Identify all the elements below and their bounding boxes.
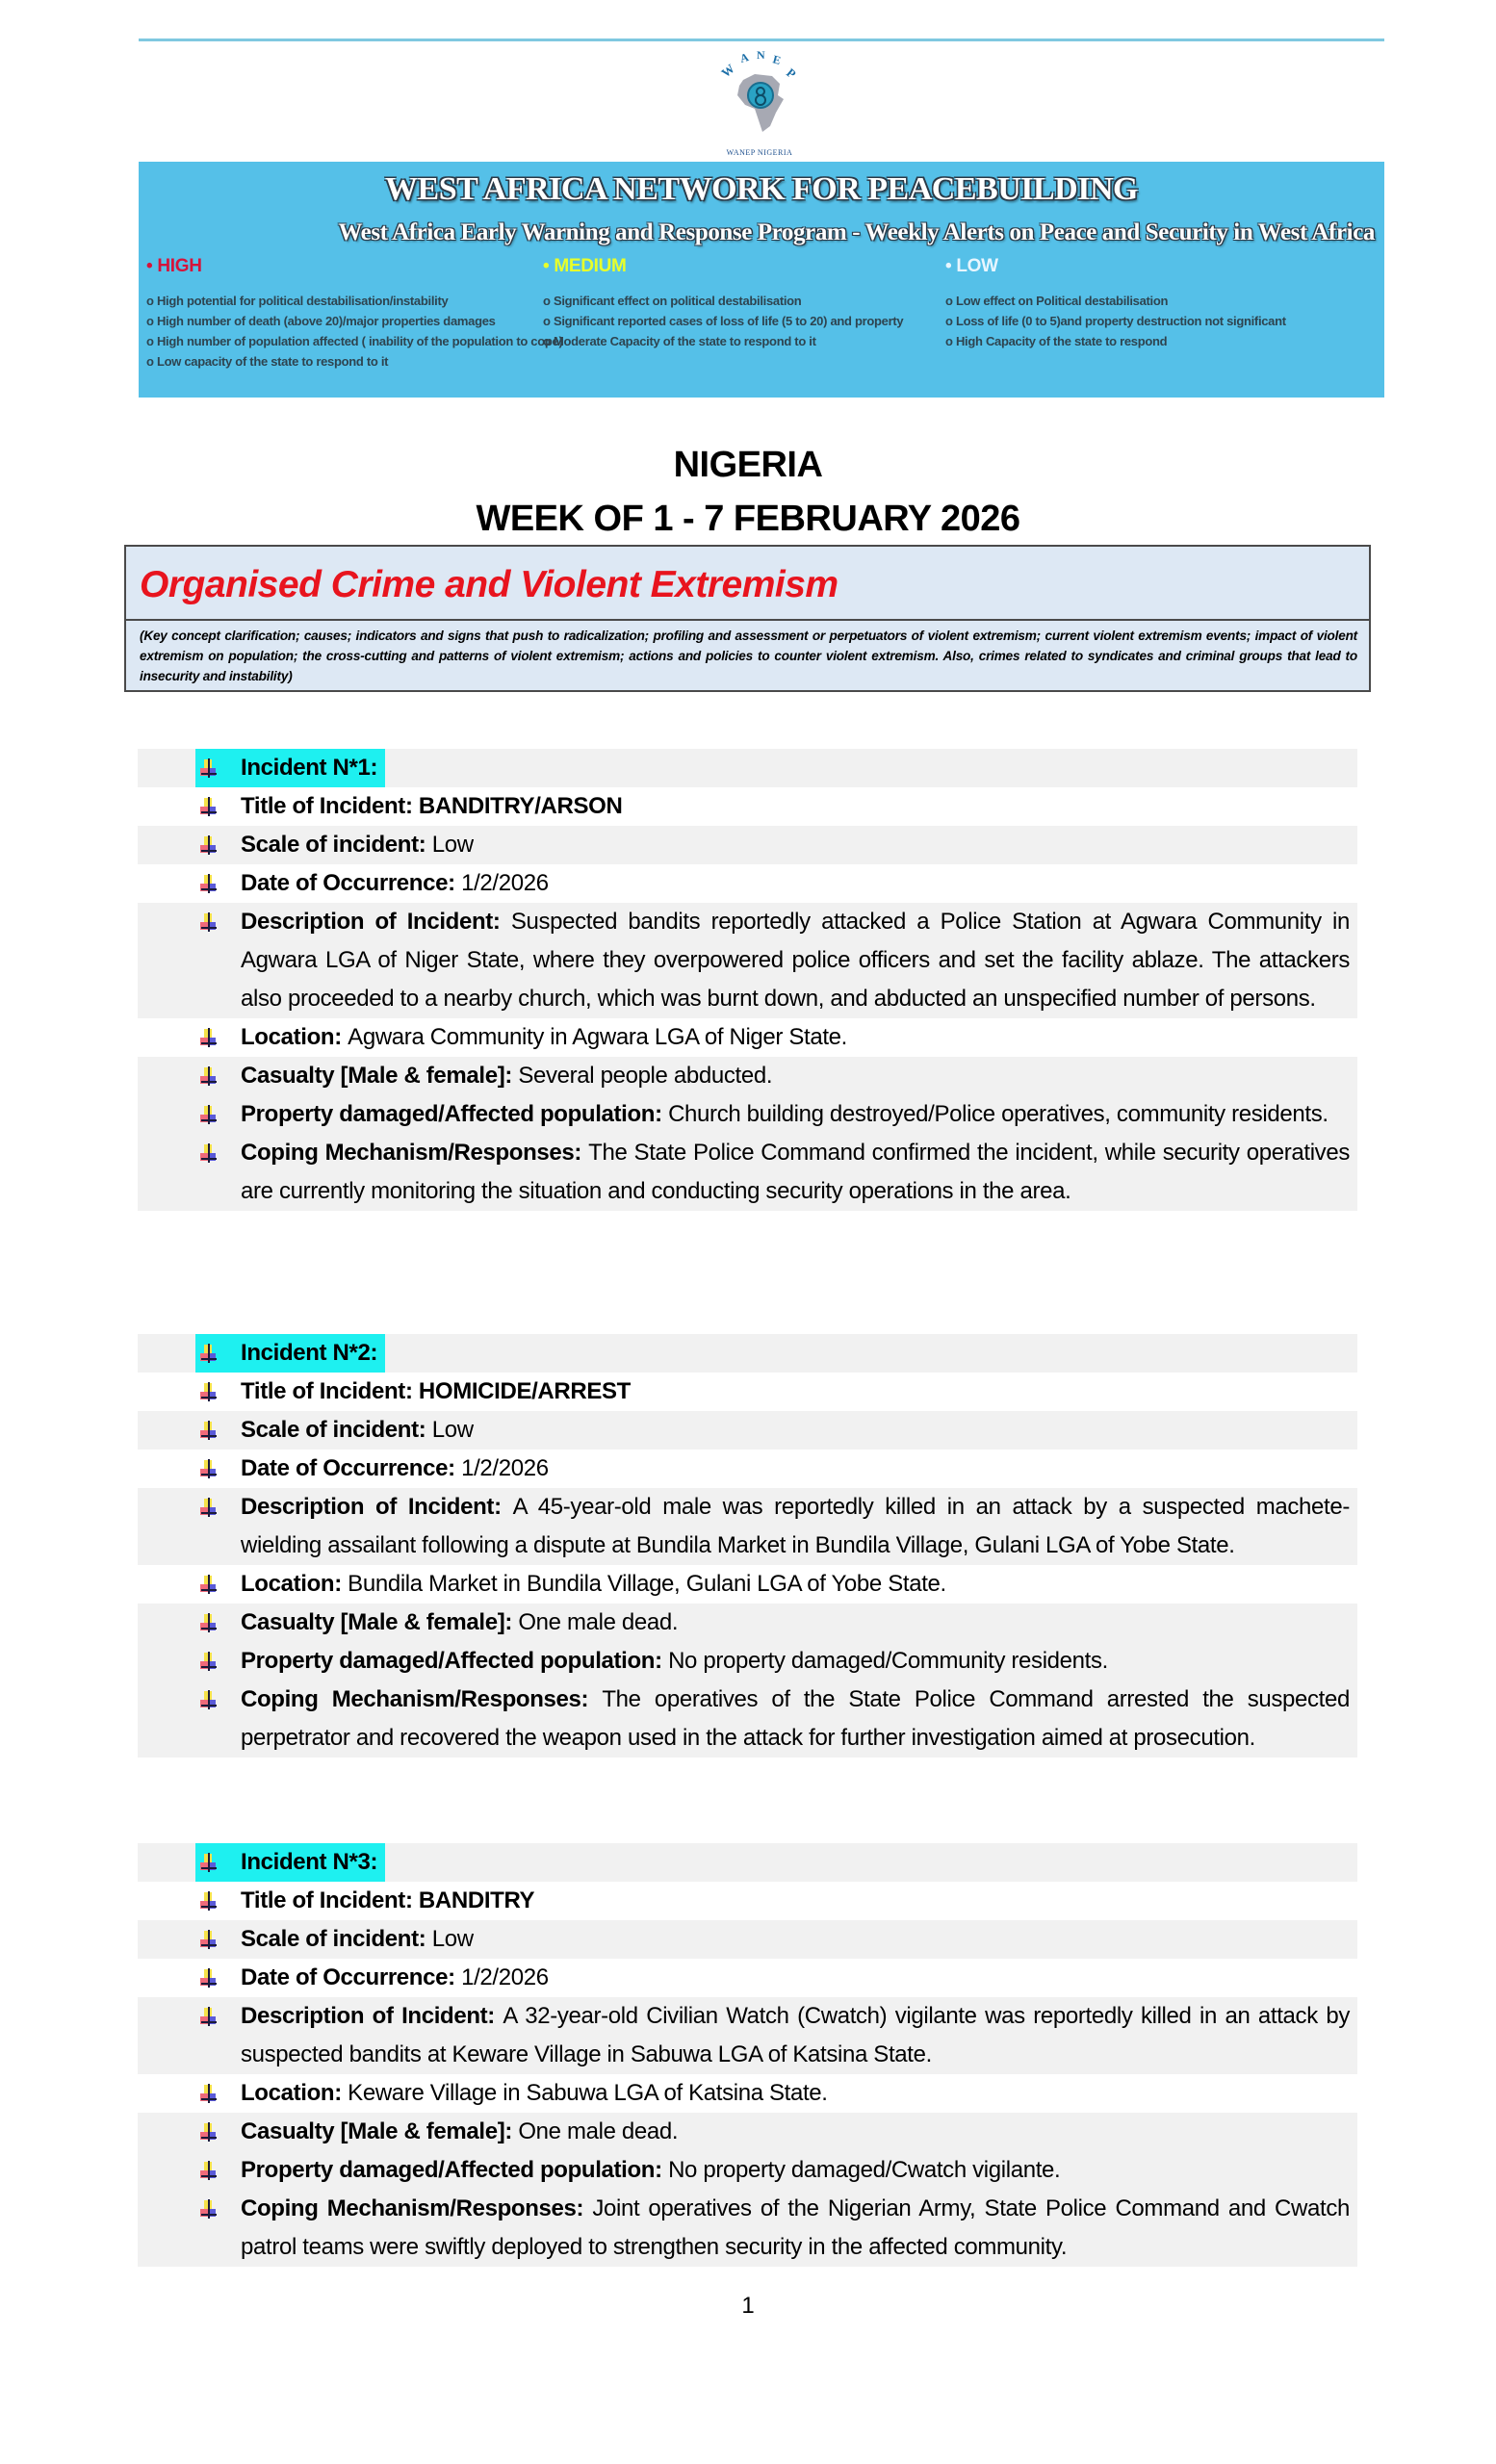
field-value: 1/2/2026 xyxy=(461,870,549,896)
incident-field-location xyxy=(138,1565,1357,1604)
field-label: Location: xyxy=(241,1571,348,1597)
field-value: 1/2/2026 xyxy=(461,1964,549,1990)
field-value: BANDITRY xyxy=(418,1887,535,1913)
incident-field-location xyxy=(138,1018,1357,1057)
arrow-bullet-icon xyxy=(198,758,219,780)
field-value: Keware Village in Sabuwa LGA of Katsina State. xyxy=(348,2080,828,2106)
field-label: Date of Occurrence: xyxy=(241,1964,462,1990)
field-label: Scale of incident: xyxy=(241,1417,432,1443)
field-value: Agwara Community in Agwara LGA of Niger State. xyxy=(348,1024,847,1050)
svg-text:N: N xyxy=(757,49,765,62)
incident-field-coping xyxy=(138,1134,1357,1211)
legend-medium xyxy=(543,256,903,351)
field-value: HOMICIDE/ARREST xyxy=(418,1378,631,1404)
incident-heading: Incident N*2: xyxy=(241,1340,378,1366)
legend-item: o Low capacity of the state to respond to it xyxy=(146,354,389,369)
field-label: Scale of incident: xyxy=(241,1926,432,1952)
field-label: Coping Mechanism/Responses: xyxy=(241,1140,589,1166)
arrow-bullet-icon xyxy=(198,1690,219,1711)
logo-caption: WANEP NIGERIA xyxy=(726,148,793,157)
incident-field-description xyxy=(138,903,1357,1018)
incident-heading-row xyxy=(138,1843,1357,1882)
arrow-bullet-icon xyxy=(198,1382,219,1403)
arrow-bullet-icon xyxy=(198,2199,219,2220)
incident-field-property xyxy=(138,1095,1357,1134)
field-label: Casualty [Male & female]: xyxy=(241,1609,519,1635)
legend-item: o Significant reported cases of loss of life (5 to 20) and property xyxy=(543,314,904,328)
arrow-bullet-icon xyxy=(198,1459,219,1480)
field-value: A 45-year-old male was reportedly killed in an attack by a suspected machete-wielding assailant following a dispute at Bundila Market in Bundila Village, Gulani LGA of Yobe State. xyxy=(241,1494,1350,1558)
incident-field-title xyxy=(138,1882,1357,1920)
arrow-bullet-icon xyxy=(198,1344,219,1365)
incident-field-date xyxy=(138,1959,1357,1997)
legend-level-label: • LOW xyxy=(945,256,998,276)
field-label: Casualty [Male & female]: xyxy=(241,2118,519,2144)
field-label: Scale of incident: xyxy=(241,832,432,858)
legend-item: o High Capacity of the state to respond xyxy=(945,334,1168,348)
svg-text:E: E xyxy=(771,52,783,67)
arrow-bullet-icon xyxy=(198,1853,219,1874)
field-value: The operatives of the State Police Command arrested the suspected perpetrator and recovered the weapon used in the attack for further investigation aimed at prosecution. xyxy=(241,1686,1350,1751)
arrow-bullet-icon xyxy=(198,1613,219,1634)
field-label: Location: xyxy=(241,2080,348,2106)
banner-legend-area xyxy=(139,162,1384,398)
incident-block xyxy=(138,1334,1357,1758)
field-value: Church building destroyed/Police operatives, community residents. xyxy=(668,1101,1328,1127)
field-label: Title of Incident: xyxy=(241,1378,419,1404)
incident-field-location xyxy=(138,2074,1357,2113)
africa-globe-logo-icon xyxy=(716,49,803,145)
field-value: Several people abducted. xyxy=(518,1063,773,1089)
arrow-bullet-icon xyxy=(198,1575,219,1596)
field-label: Coping Mechanism/Responses: xyxy=(241,1686,603,1712)
field-label: Date of Occurrence: xyxy=(241,1455,462,1481)
week-heading: WEEK OF 1 - 7 FEBRUARY 2026 xyxy=(476,499,1020,539)
field-value: The State Police Command confirmed the incident, while security operatives are currently monitoring the situation and conducting security operations in the area. xyxy=(241,1140,1350,1204)
category-description: (Key concept clarification; causes; indicators and signs that push to radicalization; profiling and assessment or perpetuators of violent extremism; current violent extremism events; impact of violent extremism on population; the cross-cutting and patterns of violent extremism; actions and policies to counter violent extremism. Also, crimes related to syndicates and criminal groups that lead to insecurity and instability) xyxy=(140,629,1357,683)
field-value: Low xyxy=(431,832,474,858)
field-label: Title of Incident: xyxy=(241,793,419,819)
field-value: A 32-year-old Civilian Watch (Cwatch) vigilante was reportedly killed in an attack by suspected bandits at Keware Village in Sabuwa LGA of Katsina State. xyxy=(241,2003,1350,2067)
field-label: Location: xyxy=(241,1024,348,1050)
field-value: One male dead. xyxy=(518,2118,679,2144)
legend-item: o High number of death (above 20)/major properties damages xyxy=(146,314,496,328)
field-value: Joint operatives of the Nigerian Army, State Police Command and Cwatch patrol teams were swiftly deployed to strengthen security in the affected community. xyxy=(241,2195,1350,2260)
field-label: Description of Incident: xyxy=(241,2003,503,2029)
country-heading: NIGERIA xyxy=(673,445,823,485)
arrow-bullet-icon xyxy=(198,1891,219,1912)
incident-heading-row xyxy=(138,749,1357,787)
legend-item: o High number of population affected ( inability of the population to cope) xyxy=(146,334,563,348)
legend-low xyxy=(945,256,1384,351)
incident-heading: Incident N*1: xyxy=(241,755,378,781)
field-label: Casualty [Male & female]: xyxy=(241,1063,519,1089)
svg-text:W: W xyxy=(718,61,737,81)
arrow-bullet-icon xyxy=(198,912,219,934)
arrow-bullet-icon xyxy=(198,1652,219,1673)
legend-item: o Moderate Capacity of the state to respond to it xyxy=(543,334,816,348)
legend-item: o Significant effect on political destabilisation xyxy=(543,294,802,308)
incident-field-scale xyxy=(138,826,1357,864)
category-box xyxy=(124,545,1371,692)
incident-field-coping xyxy=(138,2190,1357,2267)
incident-field-casualty xyxy=(138,2113,1357,2151)
field-label: Date of Occurrence: xyxy=(241,870,462,896)
legend-item: o Low effect on Political destabilisation xyxy=(945,294,1169,308)
field-label: Coping Mechanism/Responses: xyxy=(241,2195,593,2221)
incident-field-title xyxy=(138,787,1357,826)
legend-level-label: • HIGH xyxy=(146,256,202,276)
arrow-bullet-icon xyxy=(198,1968,219,1989)
field-label: Property damaged/Affected population: xyxy=(241,1101,669,1127)
wanep-logo xyxy=(716,49,803,157)
svg-text:P: P xyxy=(784,64,799,82)
arrow-bullet-icon xyxy=(198,835,219,857)
incident-field-description xyxy=(138,1488,1357,1565)
incident-field-scale xyxy=(138,1920,1357,1959)
legend-item: o High potential for political destabilisation/instability xyxy=(146,294,449,308)
field-value: Low xyxy=(431,1417,474,1443)
legend-item: o Loss of life (0 to 5)and property destruction not significant xyxy=(945,314,1286,328)
arrow-bullet-icon xyxy=(198,874,219,895)
svg-text:A: A xyxy=(738,50,751,65)
banner-subtitle: West Africa Early Warning and Response Program - Weekly Alerts on Peace and Security in West Africa xyxy=(338,219,1375,245)
arrow-bullet-icon xyxy=(198,2007,219,2028)
arrow-bullet-icon xyxy=(198,1421,219,1442)
arrow-bullet-icon xyxy=(198,1930,219,1951)
incident-field-property xyxy=(138,1642,1357,1681)
field-value: Suspected bandits reportedly attacked a Police Station at Agwara Community in Agwara LGA of Niger State, where they overpowered police officers and set the facility ablaze. The attackers also proceeded to a nearby church, which was burnt down, and abducted an unspecified number of persons. xyxy=(241,909,1350,1012)
field-label: Property damaged/Affected population: xyxy=(241,2157,669,2183)
banner-logo-area xyxy=(139,38,1384,162)
field-value: Low xyxy=(431,1926,474,1952)
incident-heading-row xyxy=(138,1334,1357,1373)
arrow-bullet-icon xyxy=(198,1105,219,1126)
incident-field-property xyxy=(138,2151,1357,2190)
field-value: No property damaged/Community residents. xyxy=(668,1648,1108,1674)
category-title: Organised Crime and Violent Extremism xyxy=(140,564,838,605)
arrow-bullet-icon xyxy=(198,797,219,818)
incident-block xyxy=(138,1843,1357,2267)
category-divider xyxy=(126,619,1369,621)
field-value: Bundila Market in Bundila Village, Gulani LGA of Yobe State. xyxy=(348,1571,946,1597)
incident-field-coping xyxy=(138,1681,1357,1758)
incident-field-description xyxy=(138,1997,1357,2074)
incident-field-date xyxy=(138,864,1357,903)
arrow-bullet-icon xyxy=(198,1143,219,1165)
field-label: Title of Incident: xyxy=(241,1887,419,1913)
incident-heading: Incident N*3: xyxy=(241,1849,378,1875)
arrow-bullet-icon xyxy=(198,1066,219,1088)
field-value: BANDITRY/ARSON xyxy=(418,793,623,819)
banner-title: WEST AFRICA NETWORK FOR PEACEBUILDING xyxy=(385,171,1138,207)
incident-field-casualty xyxy=(138,1057,1357,1095)
incident-field-title xyxy=(138,1373,1357,1411)
page-number: 1 xyxy=(741,2293,755,2319)
arrow-bullet-icon xyxy=(198,2122,219,2143)
arrow-bullet-icon xyxy=(198,1028,219,1049)
legend-high xyxy=(146,256,562,372)
field-value: 1/2/2026 xyxy=(461,1455,549,1481)
incident-field-scale xyxy=(138,1411,1357,1450)
arrow-bullet-icon xyxy=(198,1498,219,1519)
field-label: Property damaged/Affected population: xyxy=(241,1648,669,1674)
legend-level-label: • MEDIUM xyxy=(543,256,627,276)
field-label: Description of Incident: xyxy=(241,1494,513,1520)
arrow-bullet-icon xyxy=(198,2084,219,2105)
incident-field-date xyxy=(138,1450,1357,1488)
field-value: One male dead. xyxy=(518,1609,679,1635)
incident-block xyxy=(138,749,1357,1211)
field-label: Description of Incident: xyxy=(241,909,511,935)
field-value: No property damaged/Cwatch vigilante. xyxy=(668,2157,1061,2183)
incident-field-casualty xyxy=(138,1604,1357,1642)
arrow-bullet-icon xyxy=(198,2161,219,2182)
wanep-banner xyxy=(139,38,1384,398)
